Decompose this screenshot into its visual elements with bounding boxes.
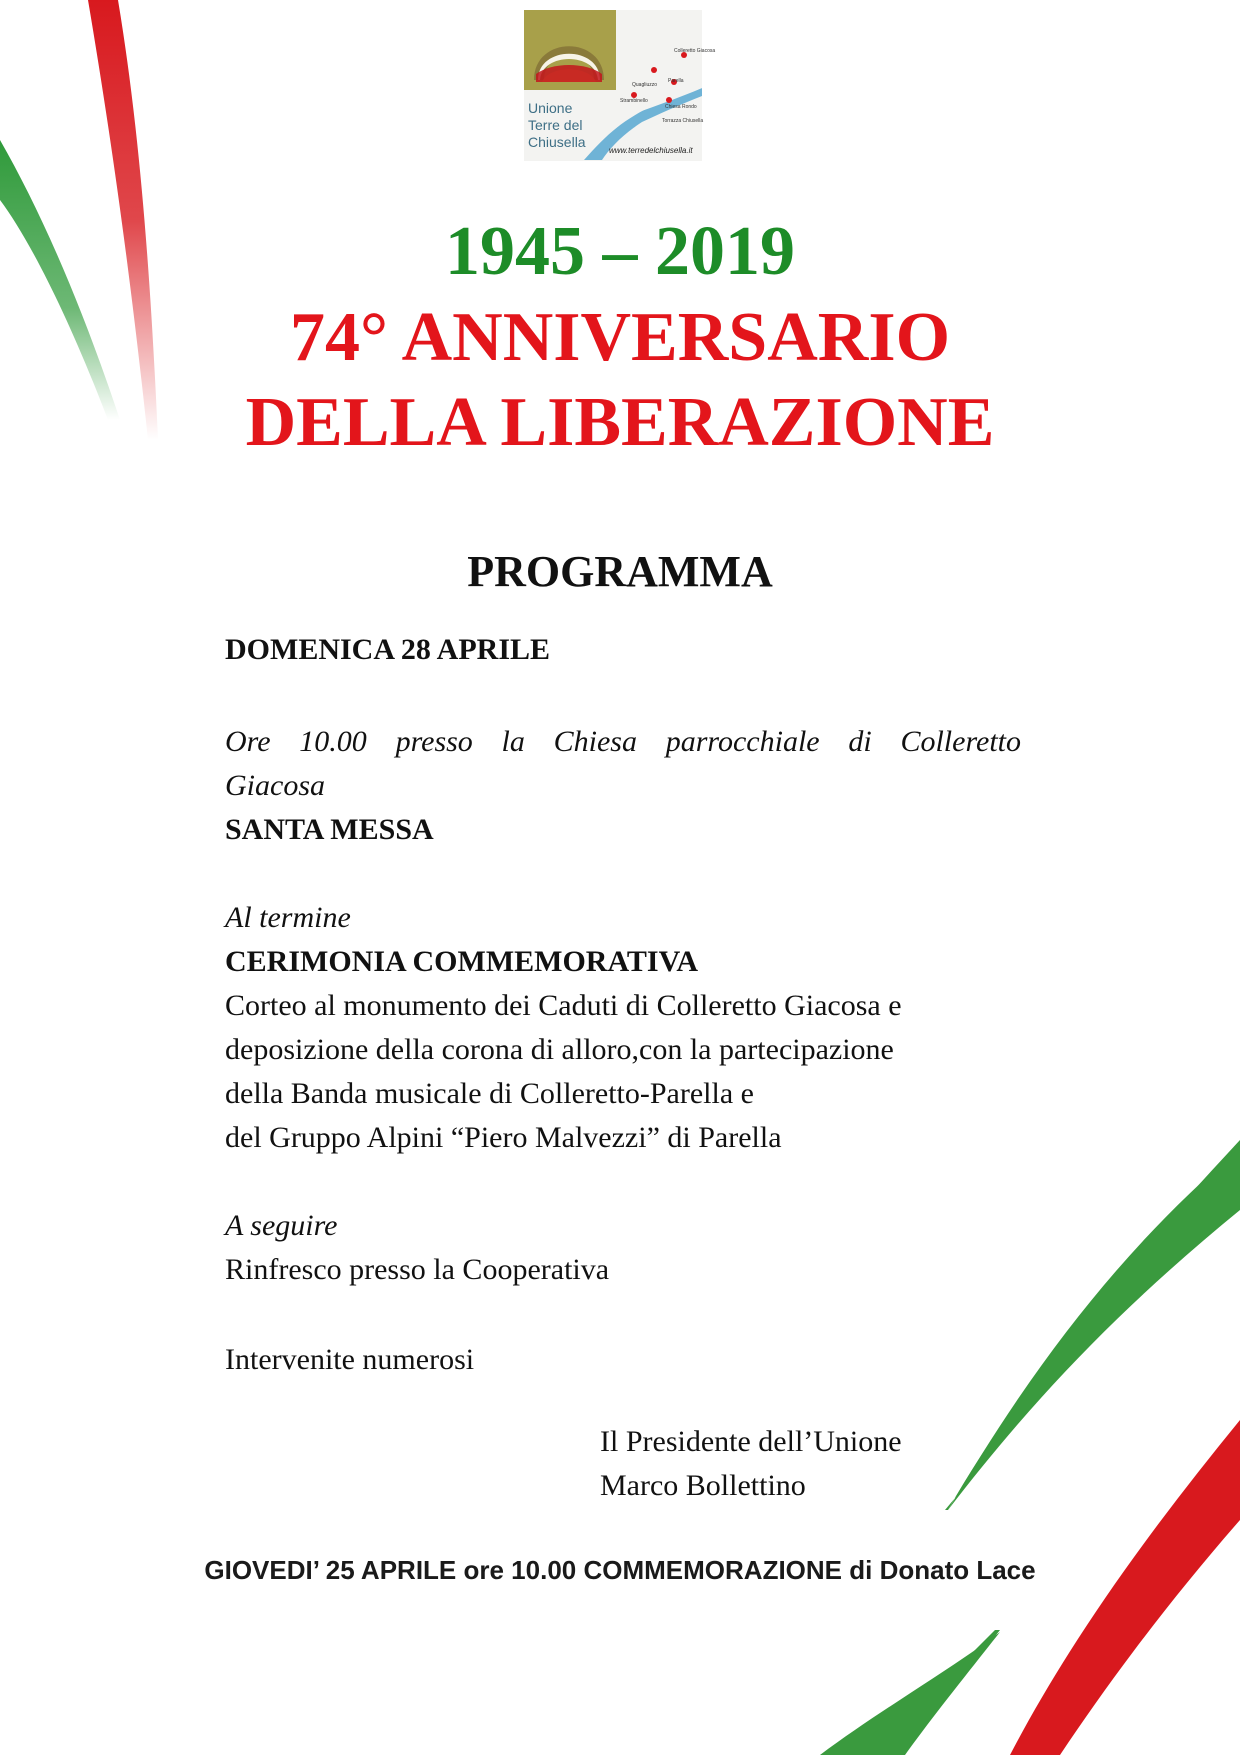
invite-text: Intervenite numerosi [225, 1343, 475, 1376]
signature-role: Il Presidente dell’Unione [600, 1425, 902, 1458]
ceremony-line: della Banda musicale di Colleretto-Parella e [225, 1077, 754, 1110]
ribbon-green-bottom-wide [820, 1632, 1000, 1755]
program-title: PROGRAMMA [467, 547, 773, 596]
refreshment-text: Rinfresco presso la Cooperativa [225, 1253, 610, 1286]
heading-liberation: DELLA LIBERAZIONE [245, 384, 995, 461]
ceremony-line: Corteo al monumento dei Caduti di Colleretto Giacosa e [225, 989, 902, 1022]
logo-website: www.terredelchiusella.it [609, 146, 693, 155]
ceremony-line: deposizione della corona di alloro,con la partecipazione [225, 1033, 894, 1066]
logo-place: Strambinello [620, 98, 648, 104]
ribbon-green-right-wide [948, 1148, 1240, 1510]
program-date: DOMENICA 28 APRILE [225, 633, 551, 666]
ceremony-line: del Gruppo Alpini “Piero Malvezzi” di Parella [225, 1121, 782, 1154]
heading-anniversary: 74° ANNIVERSARIO [289, 299, 951, 376]
logo-title: Unione Terre del Chiusella [528, 100, 586, 150]
following-label: A seguire [225, 1209, 338, 1242]
footer-commemoration: GIOVEDI’ 25 APRILE ore 10.00 COMMEMORAZIONE di Donato Lace [204, 1555, 1036, 1585]
mass-time-line1: Ore 10.00 presso la Chiesa parrocchiale di Colleretto [225, 725, 1021, 758]
logo-place: Torrazza Chiusella [662, 118, 704, 124]
logo-place: Colleretto Giacosa [674, 48, 716, 54]
mass-time-line2: Giacosa [225, 769, 325, 802]
logo-place: Parella [668, 78, 684, 84]
mass-title: SANTA MESSA [225, 813, 434, 846]
logo-place: Quagliuzzo [632, 82, 658, 88]
after-label: Al termine [225, 901, 351, 934]
ceremony-title: CERIMONIA COMMEMORATIVA [225, 945, 699, 978]
heading-years: 1945 – 2019 [445, 213, 795, 290]
signature-name: Marco Bollettino [600, 1469, 806, 1502]
union-logo [524, 10, 716, 161]
logo-place: Chiesa Rondo [665, 104, 697, 110]
